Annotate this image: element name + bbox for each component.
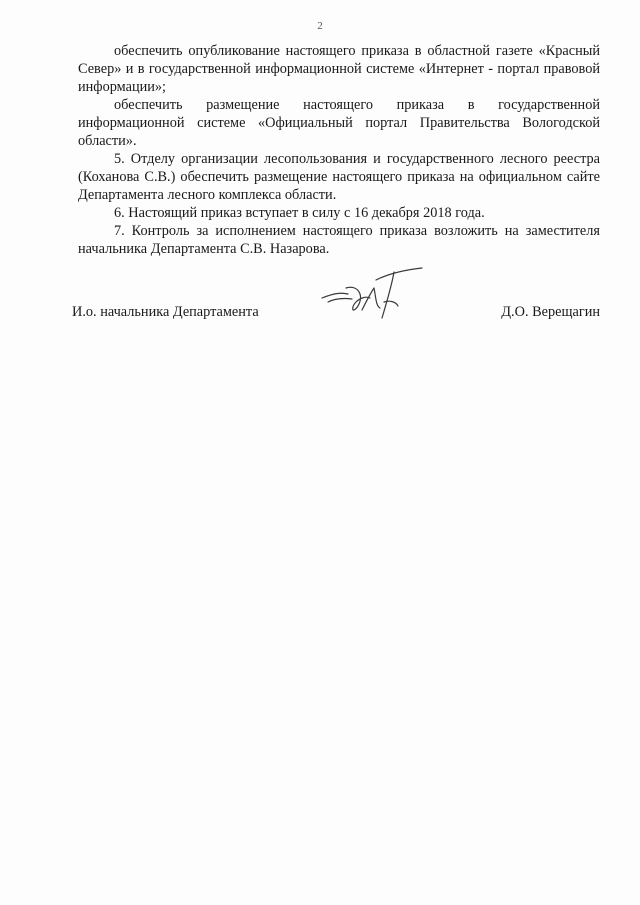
paragraph-item-5: 5. Отделу организации лесопользования и государственного лесного реестра (Коханова С.В.) обеспечить размещение настоящего приказа на официальном сайте Департамента лесного комплекса области. (78, 151, 600, 203)
paragraph-item-7: 7. Контроль за исполнением настоящего приказа возложить на заместителя начальника Департамента С.В. Назарова. (78, 223, 600, 257)
document-body (78, 42, 600, 258)
signatory-name: Д.О. Верещагин (501, 304, 600, 320)
signature-block (72, 304, 600, 326)
paragraph-portal-placement: обеспечить размещение настоящего приказа в государственной информационной системе «Официальный портал Правительства Вологодской области». (78, 97, 600, 149)
paragraph-item-6: 6. Настоящий приказ вступает в силу с 16 декабря 2018 года. (114, 205, 485, 221)
signatory-position: И.о. начальника Департамента (72, 304, 259, 320)
paragraph-publication: обеспечить опубликование настоящего приказа в областной газете «Красный Север» и в государственной информационной системе «Интернет - портал правовой информации»; (78, 43, 600, 95)
page-number: 2 (317, 20, 323, 32)
